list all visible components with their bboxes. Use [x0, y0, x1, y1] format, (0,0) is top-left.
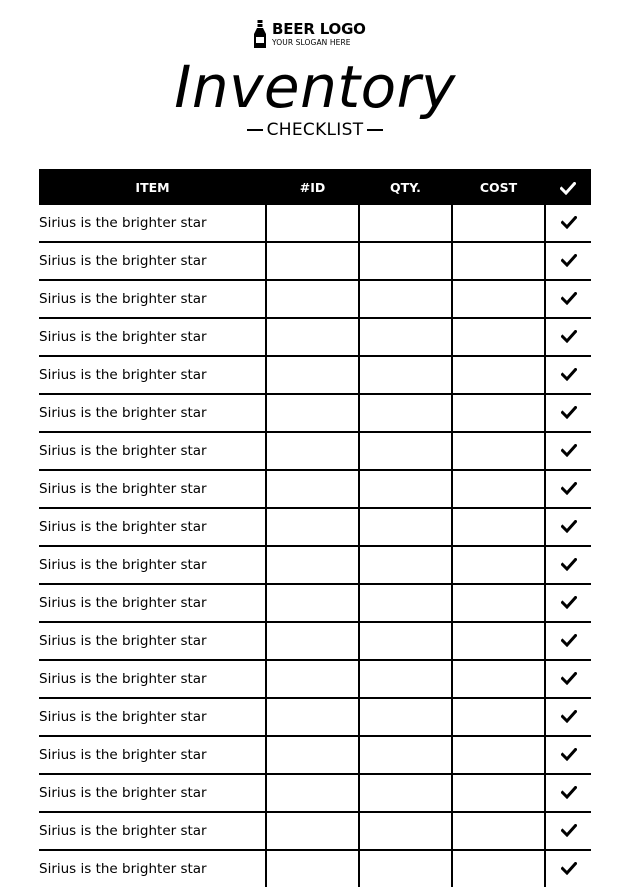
check-cell[interactable]: [545, 508, 591, 546]
qty-cell[interactable]: [359, 205, 452, 242]
check-cell[interactable]: [545, 812, 591, 850]
item-cell: Sirius is the brighter star: [39, 812, 266, 850]
brand-name: BEER LOGO: [272, 19, 366, 38]
cost-cell[interactable]: [452, 280, 545, 318]
table-row: [39, 205, 591, 242]
id-cell[interactable]: [266, 394, 359, 432]
check-cell[interactable]: [545, 698, 591, 736]
qty-cell[interactable]: [359, 546, 452, 584]
checkmark-icon: [561, 748, 577, 761]
column-header-qty: QTY.: [359, 169, 452, 205]
checkmark-icon: [561, 672, 577, 685]
table-row: [39, 546, 591, 584]
id-cell[interactable]: [266, 850, 359, 887]
check-cell[interactable]: [545, 432, 591, 470]
table-row: [39, 812, 591, 850]
page-title: Inventory: [174, 53, 456, 121]
cost-cell[interactable]: [452, 546, 545, 584]
check-cell[interactable]: [545, 318, 591, 356]
cost-cell[interactable]: [452, 622, 545, 660]
cost-cell[interactable]: [452, 774, 545, 812]
cost-cell[interactable]: [452, 432, 545, 470]
qty-cell[interactable]: [359, 812, 452, 850]
id-cell[interactable]: [266, 318, 359, 356]
id-cell[interactable]: [266, 432, 359, 470]
brand-logo: [252, 20, 366, 48]
page-subtitle: [0, 120, 630, 140]
qty-cell[interactable]: [359, 850, 452, 887]
checkmark-icon: [561, 634, 577, 647]
check-cell[interactable]: [545, 470, 591, 508]
item-cell: Sirius is the brighter star: [39, 660, 266, 698]
qty-cell[interactable]: [359, 660, 452, 698]
check-cell[interactable]: [545, 356, 591, 394]
table-row: [39, 850, 591, 887]
checkmark-icon: [561, 292, 577, 305]
table-row: [39, 242, 591, 280]
checkmark-icon: [561, 786, 577, 799]
id-cell[interactable]: [266, 736, 359, 774]
table-row: [39, 584, 591, 622]
check-cell[interactable]: [545, 850, 591, 887]
column-header-check: [545, 169, 591, 205]
cost-cell[interactable]: [452, 242, 545, 280]
item-cell: Sirius is the brighter star: [39, 774, 266, 812]
id-cell[interactable]: [266, 660, 359, 698]
brand-slogan: YOUR SLOGAN HERE: [272, 37, 351, 47]
table-row: [39, 698, 591, 736]
checkmark-icon: [561, 862, 577, 875]
checkmark-icon: [561, 824, 577, 837]
column-header-id: #ID: [266, 169, 359, 205]
item-cell: Sirius is the brighter star: [39, 318, 266, 356]
id-cell[interactable]: [266, 774, 359, 812]
table-row: [39, 280, 591, 318]
id-cell[interactable]: [266, 584, 359, 622]
column-header-item: ITEM: [39, 169, 266, 205]
id-cell[interactable]: [266, 470, 359, 508]
check-cell[interactable]: [545, 774, 591, 812]
check-cell[interactable]: [545, 394, 591, 432]
subtitle-text: CHECKLIST: [266, 120, 364, 140]
cost-cell[interactable]: [452, 584, 545, 622]
qty-cell[interactable]: [359, 622, 452, 660]
item-cell: Sirius is the brighter star: [39, 698, 266, 736]
qty-cell[interactable]: [359, 356, 452, 394]
check-cell[interactable]: [545, 584, 591, 622]
item-cell: Sirius is the brighter star: [39, 584, 266, 622]
item-cell: Sirius is the brighter star: [39, 850, 266, 887]
checkmark-icon: [561, 710, 577, 723]
item-cell: Sirius is the brighter star: [39, 508, 266, 546]
id-cell[interactable]: [266, 698, 359, 736]
id-cell[interactable]: [266, 546, 359, 584]
check-cell[interactable]: [545, 280, 591, 318]
qty-cell[interactable]: [359, 318, 452, 356]
item-cell: Sirius is the brighter star: [39, 242, 266, 280]
table-row: [39, 432, 591, 470]
checkmark-icon: [561, 254, 577, 267]
cost-cell[interactable]: [452, 660, 545, 698]
brand-text: [272, 19, 366, 47]
checkmark-icon: [561, 520, 577, 533]
id-cell[interactable]: [266, 508, 359, 546]
checkmark-icon: [561, 482, 577, 495]
cost-cell[interactable]: [452, 205, 545, 242]
qty-cell[interactable]: [359, 432, 452, 470]
subtitle-dash-right: [367, 129, 383, 131]
qty-cell[interactable]: [359, 470, 452, 508]
item-cell: Sirius is the brighter star: [39, 470, 266, 508]
item-cell: Sirius is the brighter star: [39, 205, 266, 242]
qty-cell[interactable]: [359, 280, 452, 318]
subtitle-dash-left: [247, 129, 263, 131]
id-cell[interactable]: [266, 622, 359, 660]
table-row: [39, 394, 591, 432]
checkmark-icon: [561, 216, 577, 229]
qty-cell[interactable]: [359, 698, 452, 736]
checkmark-icon: [561, 596, 577, 609]
table-header-row: [39, 169, 591, 205]
item-cell: Sirius is the brighter star: [39, 622, 266, 660]
qty-cell[interactable]: [359, 394, 452, 432]
item-cell: Sirius is the brighter star: [39, 356, 266, 394]
item-cell: Sirius is the brighter star: [39, 432, 266, 470]
checkmark-icon: [560, 182, 576, 195]
qty-cell[interactable]: [359, 508, 452, 546]
id-cell[interactable]: [266, 205, 359, 242]
checkmark-icon: [561, 558, 577, 571]
item-cell: Sirius is the brighter star: [39, 546, 266, 584]
id-cell[interactable]: [266, 280, 359, 318]
checkmark-icon: [561, 444, 577, 457]
table-row: [39, 470, 591, 508]
item-cell: Sirius is the brighter star: [39, 394, 266, 432]
table-row: [39, 774, 591, 812]
table-row: [39, 736, 591, 774]
cost-cell[interactable]: [452, 356, 545, 394]
check-cell[interactable]: [545, 242, 591, 280]
check-cell[interactable]: [545, 622, 591, 660]
cost-cell[interactable]: [452, 850, 545, 887]
qty-cell[interactable]: [359, 736, 452, 774]
id-cell[interactable]: [266, 812, 359, 850]
check-cell[interactable]: [545, 546, 591, 584]
cost-cell[interactable]: [452, 812, 545, 850]
cost-cell[interactable]: [452, 508, 545, 546]
cost-cell[interactable]: [452, 318, 545, 356]
table-row: [39, 318, 591, 356]
cost-cell[interactable]: [452, 698, 545, 736]
cost-cell[interactable]: [452, 470, 545, 508]
table-row: [39, 622, 591, 660]
table-row: [39, 508, 591, 546]
checkmark-icon: [561, 330, 577, 343]
id-cell[interactable]: [266, 242, 359, 280]
qty-cell[interactable]: [359, 774, 452, 812]
item-cell: Sirius is the brighter star: [39, 280, 266, 318]
inventory-table: [39, 169, 591, 887]
checkmark-icon: [561, 406, 577, 419]
check-cell[interactable]: [545, 736, 591, 774]
column-header-cost: COST: [452, 169, 545, 205]
beer-bottle-icon: [252, 20, 268, 48]
qty-cell[interactable]: [359, 242, 452, 280]
item-cell: Sirius is the brighter star: [39, 736, 266, 774]
table-row: [39, 660, 591, 698]
check-cell[interactable]: [545, 660, 591, 698]
check-cell[interactable]: [545, 205, 591, 242]
checkmark-icon: [561, 368, 577, 381]
qty-cell[interactable]: [359, 584, 452, 622]
cost-cell[interactable]: [452, 736, 545, 774]
id-cell[interactable]: [266, 356, 359, 394]
cost-cell[interactable]: [452, 394, 545, 432]
table-row: [39, 356, 591, 394]
